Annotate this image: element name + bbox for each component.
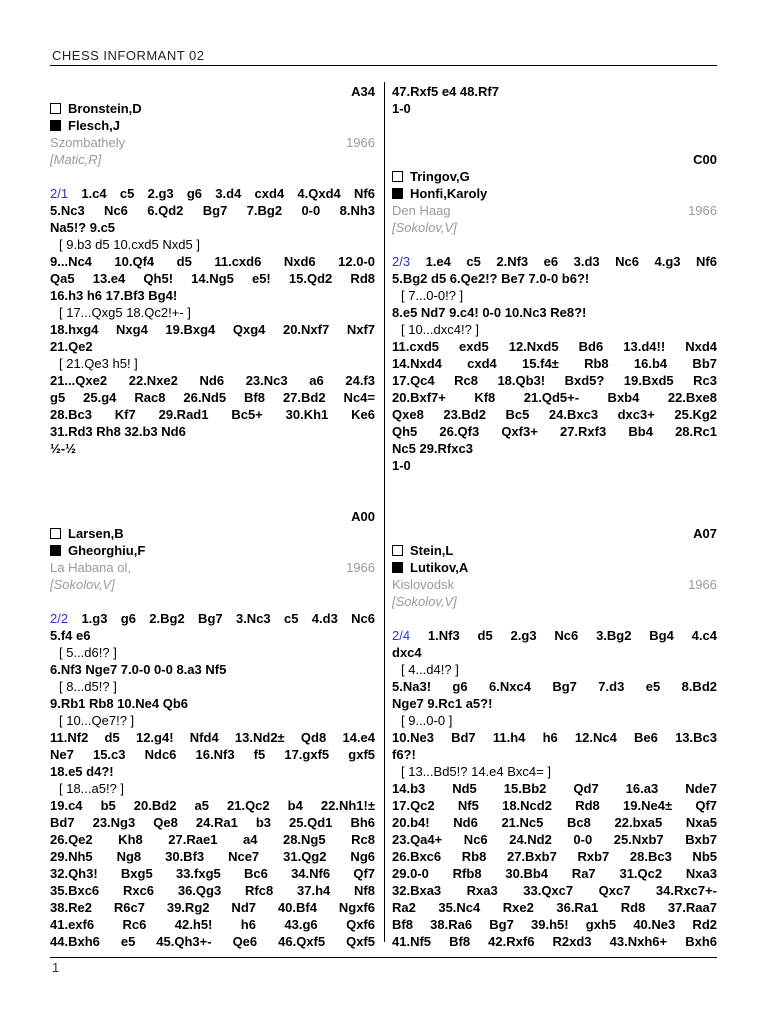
move-line: 41.exf6 Rc6 42.h5! h6 43.g6 Qxf6: [50, 917, 375, 932]
game-reference: 2/3: [392, 254, 411, 269]
variation-line: [ 18...a5!? ]: [59, 781, 125, 796]
move-text: 1.Nf3 d5 2.g3 Nc6 3.Bg2 Bg4 4.c4: [427, 628, 717, 643]
game: [50, 508, 375, 950]
move-line: Qxe8 23.Bd2 Bc5 24.Bxc3 dxc3+ 25.Kg2: [392, 407, 717, 422]
move-line: 5.f4 e6: [50, 628, 91, 643]
player-name: Lutikov,A: [410, 560, 469, 575]
game: [392, 525, 717, 950]
move-line: 10.Ne3 Bd7 11.h4 h6 12.Nc4 Be6 13.Bc3: [392, 730, 717, 745]
annotator: [Sokolov,V]: [50, 577, 115, 592]
move-line: f6?!: [392, 747, 416, 762]
move-text: 1.c4 c5 2.g3 g6 3.d4 cxd4 4.Qxd4 Nf6: [81, 186, 375, 201]
move-line: 26.Qe2 Kh8 27.Rae1 a4 28.Ng5 Rc8: [50, 832, 375, 847]
page-number: 1: [52, 960, 60, 975]
move-line: [50, 185, 375, 202]
event-place: Den Haag: [392, 203, 451, 218]
move-line: Ra2 35.Nc4 Rxe2 36.Ra1 Rd8 37.Raa7: [392, 900, 717, 915]
move-line: 21.Qe2: [50, 339, 93, 354]
variation-line: [ 9.b3 d5 10.cxd5 Nxd5 ]: [59, 237, 200, 252]
move-line: 8.e5 Nd7 9.c4! 0-0 10.Nc3 Re8?!: [392, 305, 587, 320]
black-player: [392, 185, 717, 202]
move-line: Qa5 13.e4 Qh5! 14.Ng5 e5! 15.Qd2 Rd8: [50, 271, 375, 286]
move-line: dxc4: [392, 645, 422, 660]
variation-line: [ 9...0-0 ]: [401, 713, 453, 728]
move-line: Bd7 23.Ng3 Qe8 24.Ra1 b3 25.Qd1 Bh6: [50, 815, 375, 830]
move-line: ½-½: [50, 441, 77, 456]
move-line: 32.Qh3! Bxg5 33.fxg5 Bc6 34.Nf6 Qf7: [50, 866, 375, 881]
move-line: Qh5 26.Qf3 Qxf3+ 27.Rxf3 Bb4 28.Rc1: [392, 424, 717, 439]
move-line: 29.Nh5 Ng8 30.Bf3 Nce7 31.Qg2 Ng6: [50, 849, 375, 864]
move-line: 38.Re2 R6c7 39.Rg2 Nd7 40.Bf4 Ngxf6: [50, 900, 375, 915]
move-text: 1.e4 c5 2.Nf3 e6 3.d3 Nc6 4.g3 Nf6: [425, 254, 717, 269]
event-year: 1966: [688, 577, 717, 592]
move-line: 31.Rd3 Rh8 32.b3 Nd6: [50, 424, 186, 439]
black-player: [392, 559, 717, 576]
black-square-icon: [392, 188, 403, 199]
variation-line: [ 10...Qe7!? ]: [59, 713, 135, 728]
white-square-icon: [392, 171, 403, 182]
white-square-icon: [392, 545, 403, 556]
right-column: [392, 83, 717, 950]
move-line: Bf8 38.Ra6 Bg7 39.h5! gxh5 40.Ne3 Rd2: [392, 917, 717, 932]
game-reference: 2/1: [50, 186, 69, 201]
bottom-rule: [50, 957, 717, 958]
move-line: 9.Rb1 Rb8 10.Ne4 Qb6: [50, 696, 188, 711]
variation-line: [ 5...d6!? ]: [59, 645, 117, 660]
move-line: 17.Qc4 Rc8 18.Qb3! Bxd5? 19.Bxd5 Rc3: [392, 373, 717, 388]
white-square-icon: [50, 103, 61, 114]
eco-code: C00: [693, 152, 717, 167]
move-line: 23.Qa4+ Nc6 24.Nd2 0-0 25.Nxb7 Bxb7: [392, 832, 717, 847]
variation-line: [ 21.Qe3 h5! ]: [59, 356, 138, 371]
game-reference: 2/2: [50, 611, 69, 626]
annotator: [Sokolov,V]: [392, 594, 457, 609]
move-line: Ne7 15.c3 Ndc6 16.Nf3 f5 17.gxf5 gxf5: [50, 747, 375, 762]
white-player: [392, 542, 717, 559]
move-line: 17.Qc2 Nf5 18.Ncd2 Rd8 19.Ne4± Qf7: [392, 798, 717, 813]
move-line: g5 25.g4 Rac8 26.Nd5 Bf8 27.Bd2 Nc4=: [50, 390, 375, 405]
running-head: CHESS INFORMANT 02: [52, 48, 205, 63]
event-info: [392, 576, 717, 593]
top-rule: [50, 65, 717, 66]
event-year: 1966: [346, 135, 375, 150]
move-line: 35.Bxc6 Rxc6 36.Qg3 Rfc8 37.h4 Nf8: [50, 883, 375, 898]
variation-line: [ 4...d4!? ]: [401, 662, 459, 677]
variation-line: [ 10...dxc4!? ]: [401, 322, 480, 337]
event-place: Kislovodsk: [392, 577, 455, 592]
eco-code: A34: [351, 84, 375, 99]
move-line: 14.b3 Nd5 15.Bb2 Qd7 16.a3 Nde7: [392, 781, 717, 796]
white-player: [50, 100, 375, 117]
player-name: Stein,L: [410, 543, 454, 558]
variation-line: [ 8...d5!? ]: [59, 679, 117, 694]
column-divider: [384, 82, 385, 942]
move-line: 14.Nxd4 cxd4 15.f4± Rb8 16.b4 Bb7: [392, 356, 717, 371]
move-line: Na5!? 9.c5: [50, 220, 116, 235]
player-name: Larsen,B: [68, 526, 124, 541]
move-line: 5.Na3! g6 6.Nxc4 Bg7 7.d3 e5 8.Bd2: [392, 679, 717, 694]
move-line: 47.Rxf5 e4 48.Rf7: [392, 84, 499, 99]
black-player: [50, 542, 375, 559]
move-line: 29.0-0 Rfb8 30.Bb4 Ra7 31.Qc2 Nxa3: [392, 866, 717, 881]
eco-code: A00: [351, 509, 375, 524]
move-line: 16.h3 h6 17.Bf3 Bg4!: [50, 288, 178, 303]
variation-line: [ 17...Qxg5 18.Qc2!+- ]: [59, 305, 191, 320]
annotator: [Sokolov,V]: [392, 220, 457, 235]
white-player: [50, 525, 375, 542]
move-line: 9...Nc4 10.Qf4 d5 11.cxd6 Nxd6 12.0-0: [50, 254, 375, 269]
move-line: 41.Nf5 Bf8 42.Rxf6 R2xd3 43.Nxh6+ Bxh6: [392, 934, 717, 949]
move-line: [392, 627, 717, 644]
move-line: [392, 253, 717, 270]
move-line: Nc5 29.Rfxc3: [392, 441, 473, 456]
event-year: 1966: [346, 560, 375, 575]
player-name: Bronstein,D: [68, 101, 142, 116]
move-line: 1-0: [392, 101, 411, 116]
eco-code: A07: [693, 526, 717, 541]
move-line: Nge7 9.Rc1 a5?!: [392, 696, 493, 711]
move-line: 6.Nf3 Nge7 7.0-0 0-0 8.a3 Nf5: [50, 662, 227, 677]
game: [50, 83, 375, 457]
event-info: [50, 559, 375, 576]
white-square-icon: [50, 528, 61, 539]
move-text: 1.g3 g6 2.Bg2 Bg7 3.Nc3 c5 4.d3 Nc6: [81, 611, 376, 626]
game-reference: 2/4: [392, 628, 411, 643]
black-square-icon: [392, 562, 403, 573]
move-line: 1-0: [392, 458, 411, 473]
player-name: Tringov,G: [410, 169, 470, 184]
event-place: Szombathely: [50, 135, 126, 150]
move-line: 11.Nf2 d5 12.g4! Nfd4 13.Nd2± Qd8 14.e4: [50, 730, 375, 745]
move-line: 19.c4 b5 20.Bd2 a5 21.Qc2 b4 22.Nh1!±: [50, 798, 375, 813]
black-square-icon: [50, 120, 61, 131]
black-square-icon: [50, 545, 61, 556]
move-line: 21...Qxe2 22.Nxe2 Nd6 23.Nc3 a6 24.f3: [50, 373, 375, 388]
player-name: Gheorghiu,F: [68, 543, 146, 558]
variation-line: [ 7...0-0!? ]: [401, 288, 464, 303]
game-continuation: [392, 83, 717, 117]
move-line: 11.cxd5 exd5 12.Nxd5 Bd6 13.d4!! Nxd4: [392, 339, 717, 354]
white-player: [392, 168, 717, 185]
game: [392, 151, 717, 474]
move-line: [50, 610, 375, 627]
left-column: [50, 83, 375, 950]
event-year: 1966: [688, 203, 717, 218]
move-line: 20.Bxf7+ Kf8 21.Qd5+- Bxb4 22.Bxe8: [392, 390, 717, 405]
event-place: La Habana ol,: [50, 560, 131, 575]
variation-line: [ 13...Bd5!? 14.e4 Bxc4= ]: [401, 764, 551, 779]
move-line: 44.Bxh6 e5 45.Qh3+- Qe6 46.Qxf5 Qxf5: [50, 934, 375, 949]
black-player: [50, 117, 375, 134]
move-line: 26.Bxc6 Rb8 27.Bxb7 Rxb7 28.Bc3 Nb5: [392, 849, 717, 864]
player-name: Flesch,J: [68, 118, 121, 133]
move-line: 18.e5 d4?!: [50, 764, 114, 779]
move-line: 18.hxg4 Nxg4 19.Bxg4 Qxg4 20.Nxf7 Nxf7: [50, 322, 375, 337]
event-info: [392, 202, 717, 219]
annotator: [Matic,R]: [50, 152, 102, 167]
move-line: 5.Bg2 d5 6.Qe2!? Be7 7.0-0 b6?!: [392, 271, 590, 286]
move-line: 32.Bxa3 Rxa3 33.Qxc7 Qxc7 34.Rxc7+-: [392, 883, 717, 898]
move-line: 28.Bc3 Kf7 29.Rad1 Bc5+ 30.Kh1 Ke6: [50, 407, 375, 422]
player-name: Honfi,Karoly: [410, 186, 488, 201]
move-line: 20.b4! Nd6 21.Nc5 Bc8 22.bxa5 Nxa5: [392, 815, 717, 830]
move-line: 5.Nc3 Nc6 6.Qd2 Bg7 7.Bg2 0-0 8.Nh3: [50, 203, 375, 218]
event-info: [50, 134, 375, 151]
